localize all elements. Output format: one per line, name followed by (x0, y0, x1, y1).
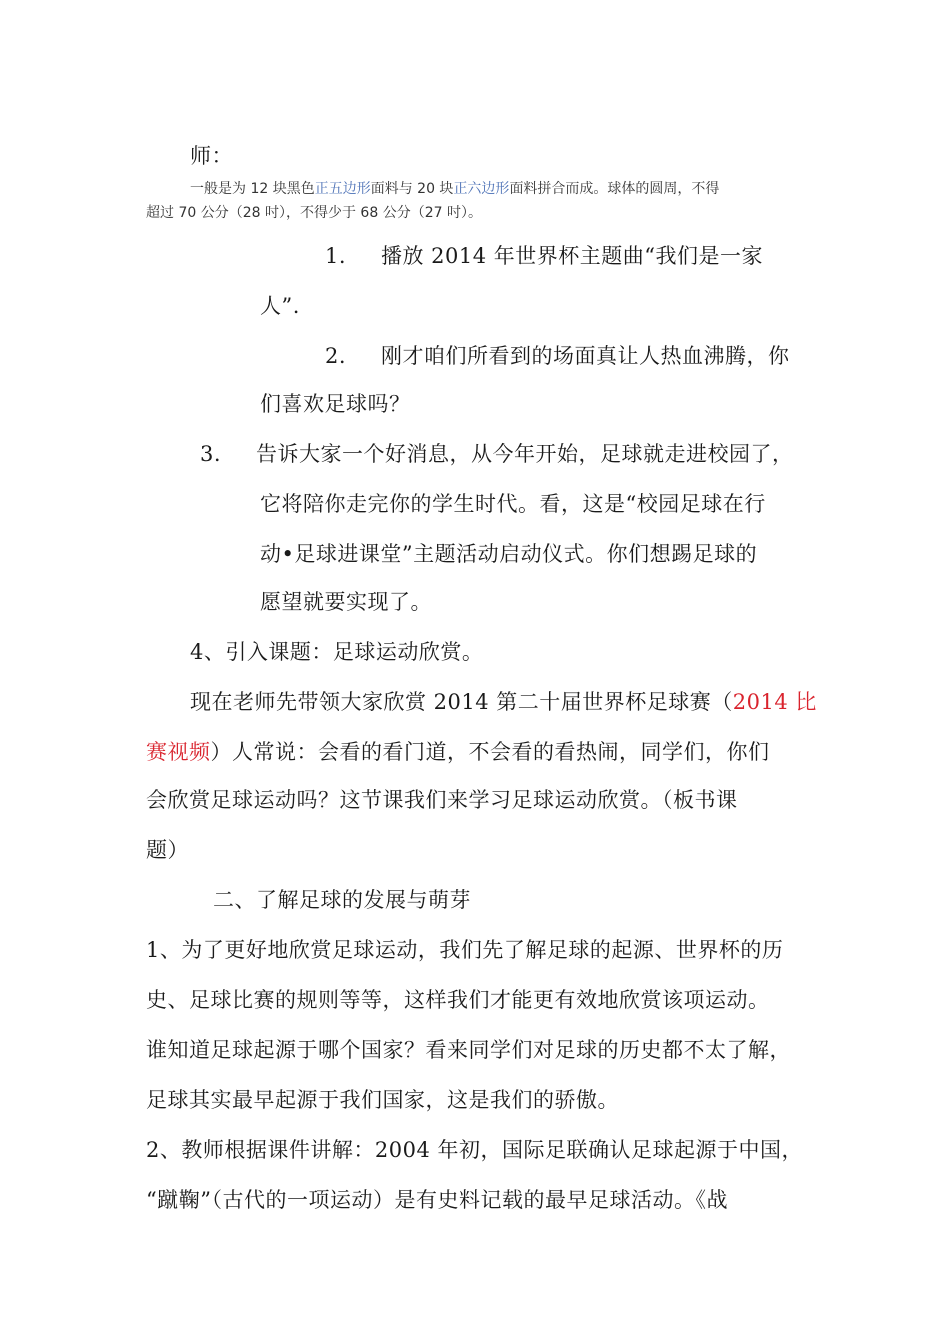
list-text: 播放 2014 年世界杯主题曲“我们是一家 (381, 244, 764, 268)
intro-text: 面料拼合而成。球体的圆周，不得 (509, 181, 720, 197)
paragraph-text: 现在老师先带领大家欣赏 2014 第二十届世界杯足球赛（ (190, 690, 733, 714)
video-link[interactable]: 赛视频 (146, 740, 211, 764)
list-item-3 (200, 438, 794, 468)
intro-line-2: 超过 70 公分（28 吋），不得少于 68 公分（27 吋）。 (146, 205, 482, 221)
body-line: 谁知道足球起源于哪个国家？看来同学们对足球的历史都不太了解， (146, 1038, 791, 1062)
paragraph-text: ）人常说：会看的看门道，不会看的看热闹，同学们，你们 (210, 740, 770, 764)
list-text: 刚才咱们所看到的场面真让人热血沸腾，你 (381, 344, 790, 368)
intro-text: 面料与 20 块 (370, 181, 454, 197)
section-heading: 二、了解足球的发展与萌芽 (213, 888, 471, 912)
list-item-3-cont: 它将陪你走完你的学生时代。看，这是“校园足球在行 (260, 492, 766, 516)
video-link[interactable]: 2014 比 (732, 690, 817, 714)
body-line: 史、足球比赛的规则等等，这样我们才能更有效地欣赏该项运动。 (146, 988, 770, 1012)
body-line: 足球其实最早起源于我们国家，这是我们的骄傲。 (146, 1088, 619, 1112)
list-text: 告诉大家一个好消息，从今年开始，足球就走进校园了， (256, 442, 794, 466)
list-item-4: 4、引入课题：足球运动欣赏。 (190, 640, 484, 664)
pentagon-link[interactable]: 正五边形 (314, 181, 371, 197)
paragraph-line: 会欣赏足球运动吗？这节课我们来学习足球运动欣赏。（板书课 (146, 788, 738, 812)
body-line: 2、教师根据课件讲解：2004 年初，国际足联确认足球起源于中国， (146, 1138, 803, 1162)
list-number: 1. (325, 244, 347, 268)
teacher-label: 师： (190, 144, 233, 168)
body-line: “蹴鞠”（古代的一项运动）是有史料记载的最早足球活动。《战 (146, 1188, 728, 1212)
list-number: 3. (200, 442, 222, 466)
list-item-1 (325, 240, 763, 270)
list-item-2-cont: 们喜欢足球吗？ (260, 392, 411, 416)
paragraph-line: 题） (146, 838, 189, 862)
list-number: 2. (325, 344, 347, 368)
list-item-3-cont: 动•足球进课堂”主题活动启动仪式。你们想踢足球的 (260, 542, 758, 566)
intro-text: 一般是为 12 块黑色 (190, 181, 315, 197)
intro-line-1 (190, 178, 719, 198)
list-item-2 (325, 340, 790, 370)
paragraph-line (190, 686, 817, 716)
hexagon-link[interactable]: 正六边形 (453, 181, 510, 197)
list-item-3-cont: 愿望就要实现了。 (260, 590, 432, 614)
body-line: 1、为了更好地欣赏足球运动，我们先了解足球的起源、世界杯的历 (146, 938, 784, 962)
list-item-1-cont: 人”. (260, 294, 300, 318)
paragraph-line (146, 736, 770, 766)
